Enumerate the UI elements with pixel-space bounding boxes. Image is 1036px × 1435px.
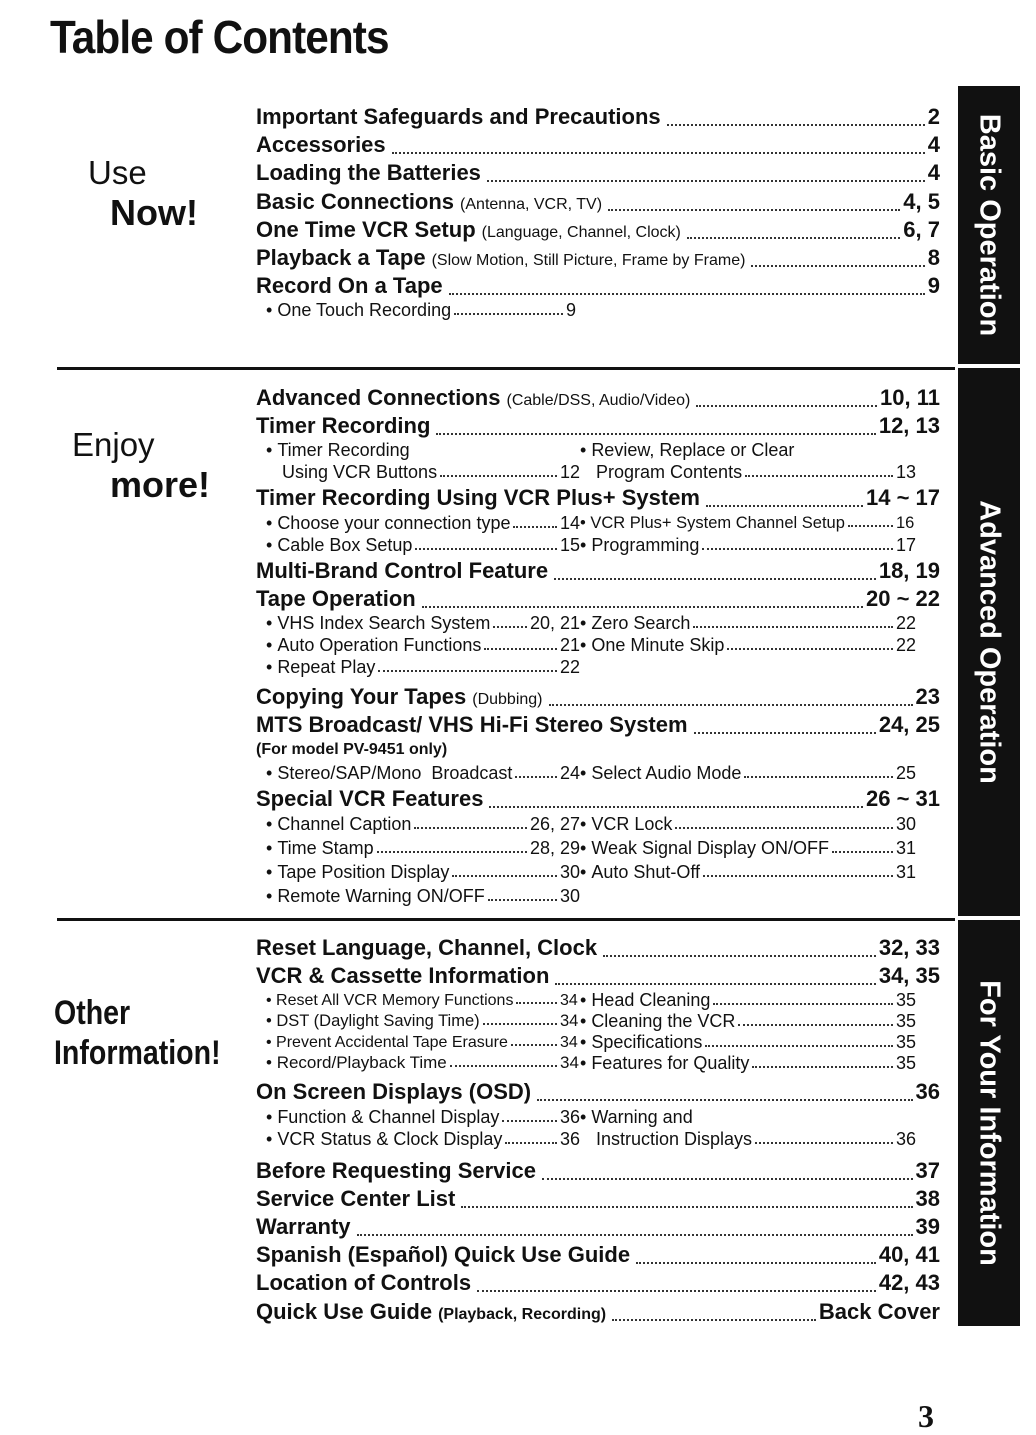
toc-entry[interactable] (256, 158, 940, 186)
toc-entry-page: 38 (915, 1185, 940, 1211)
sub-entries (256, 1106, 940, 1150)
toc-entry-title: Before Requesting Service (256, 1157, 536, 1183)
section-divider (57, 918, 955, 921)
sub-entry[interactable]: • Record/Playback Time 34 (266, 1053, 579, 1073)
toc-entry-title: Record On a Tape (256, 273, 443, 299)
dot-leader (415, 534, 557, 550)
tab-advanced-operation[interactable] (958, 368, 1020, 916)
dot-leader (489, 786, 863, 808)
section-label-line2: Now! (110, 192, 198, 233)
toc-entry[interactable] (256, 961, 940, 989)
tab-label: Basic Operation (973, 113, 1006, 337)
toc-entry[interactable] (256, 383, 940, 411)
toc-entry-page: 14 ~ 17 (865, 485, 940, 511)
toc-entry[interactable] (256, 1297, 940, 1325)
sub-entry-text: Zero Search (591, 612, 691, 633)
sub-entry-text: Tape Position Display (277, 861, 450, 882)
dot-leader (738, 1010, 893, 1026)
sub-entry-page: 24 (559, 763, 580, 784)
toc-entry[interactable] (256, 682, 940, 710)
sub-entry-text: VCR Plus+ System Channel Setup (590, 513, 845, 532)
sub-entry-page: 17 (895, 534, 916, 555)
sub-entry-page: 36 (559, 1128, 580, 1149)
toc-entry-title: On Screen Displays (OSD) (256, 1079, 532, 1105)
sub-entry[interactable]: • One Touch Recording 9 (266, 299, 586, 321)
dot-leader (603, 935, 876, 957)
toc-entry-page: 4 (927, 160, 940, 186)
sub-entry[interactable]: • Auto Shut-Off 31 (580, 861, 916, 882)
sub-entry-page: 35 (895, 1053, 916, 1074)
sub-entry-page: 15 (559, 534, 580, 555)
tab-for-your-information[interactable] (958, 920, 1020, 1326)
toc-entry-title: Timer Recording (256, 413, 431, 439)
sub-entry-text: Record/Playback Time (276, 1053, 447, 1073)
dot-leader (675, 813, 893, 829)
tab-label: Advanced Operation (973, 500, 1006, 784)
dot-leader (542, 1158, 913, 1180)
sub-entry-page: 25 (895, 763, 916, 784)
dot-leader (696, 385, 877, 407)
sub-entry-text: Stereo/SAP/Mono Broadcast (277, 763, 513, 784)
toc-entry-page: 26 ~ 31 (865, 786, 940, 812)
toc-entry-subtitle: (Antenna, VCR, TV) (460, 195, 603, 213)
section-label-line2: Information! (54, 1034, 221, 1072)
sub-entry[interactable]: • Stereo/SAP/Mono Broadcast 24 (266, 763, 580, 784)
toc-entry-title: Reset Language, Channel, Clock (256, 935, 598, 960)
dot-leader (705, 1031, 893, 1047)
toc-entry-page: 10, 11 (880, 385, 940, 410)
sub-entries (256, 762, 940, 784)
toc-entry-title: One Time VCR Setup (256, 216, 476, 242)
dot-leader (440, 461, 557, 477)
toc-entry[interactable] (256, 130, 940, 158)
tab-label: For Your Information (973, 980, 1006, 1266)
sub-entry-text: Auto Operation Functions (277, 634, 482, 655)
page-number: 3 (918, 1398, 934, 1434)
sub-entry-page: 36 (559, 1106, 580, 1127)
dot-leader (745, 461, 893, 477)
sub-entry-text: Specifications (591, 1032, 703, 1053)
sub-entry[interactable]: • One Minute Skip 22 (580, 634, 916, 655)
toc-entry-subtitle: (Dubbing) (472, 690, 543, 708)
dot-leader (436, 413, 875, 435)
sub-entry[interactable]: • Review, Replace or Clear Program Contents 13 (580, 440, 916, 483)
toc-entry[interactable] (256, 102, 940, 130)
toc-entry-page: 24, 25 (878, 712, 940, 738)
toc-entry-title: Playback a Tape (256, 244, 426, 270)
dot-leader (713, 989, 893, 1005)
sub-entry-page: 14 (559, 512, 580, 533)
sub-entry[interactable]: • Warning and Instruction Displays 36 (580, 1106, 916, 1149)
toc-entry-page: Back Cover (818, 1298, 940, 1324)
dot-leader (555, 963, 875, 985)
toc-entry-title: Copying Your Tapes (256, 683, 467, 709)
toc-entry-subtitle: (Slow Motion, Still Picture, Frame by Frame) (431, 251, 746, 269)
dot-leader (667, 104, 925, 126)
sub-entry[interactable]: • Choose your connection type 14 (266, 512, 580, 533)
toc-entry[interactable] (256, 1184, 940, 1212)
dot-leader (505, 1128, 557, 1144)
sub-entry-page: 36 (895, 1128, 916, 1149)
sub-entry-text: DST (Daylight Saving Time) (276, 1012, 480, 1031)
sub-entry-text: Repeat Play (277, 656, 376, 677)
toc-entry-page: 36 (915, 1079, 940, 1105)
section-label-use-now (88, 156, 198, 231)
toc-entry-title: Basic Connections (256, 188, 455, 214)
sub-entry-text: Select Audio Mode (591, 763, 742, 784)
toc-entry-title: VCR & Cassette Information (256, 963, 550, 989)
page-title: Table of Contents (50, 11, 389, 63)
sub-entry[interactable]: • Head Cleaning 35 (580, 990, 916, 1011)
dot-leader (452, 861, 557, 877)
dot-leader (487, 160, 925, 182)
dot-leader (693, 612, 893, 628)
dot-leader (377, 837, 527, 853)
dot-leader (414, 813, 527, 829)
sub-entry-page: 26, 27 (529, 813, 580, 834)
sub-entry-page: 22 (559, 656, 580, 677)
sub-entry-text-line2: Program Contents (596, 462, 743, 483)
dot-leader (461, 1186, 912, 1208)
dot-leader (483, 1009, 557, 1025)
toc-entry-page: 12, 13 (878, 413, 940, 439)
dot-leader (848, 511, 893, 527)
toc-entry-page: 8 (927, 244, 940, 270)
toc-entry[interactable] (256, 215, 940, 243)
toc-entry-title: Important Safeguards and Precautions (256, 104, 661, 129)
toc-entry-page: 39 (915, 1213, 940, 1239)
toc-entry-page: 37 (915, 1157, 940, 1183)
dot-leader (516, 988, 557, 1004)
dot-leader (755, 1128, 893, 1144)
sub-entry-text: Cable Box Setup (277, 534, 413, 555)
sub-entry[interactable]: • Prevent Accidental Tape Erasure 34 (266, 1031, 580, 1052)
section-other-information (256, 933, 940, 1325)
dot-leader (703, 861, 893, 877)
sub-entry-text: One Minute Skip (591, 634, 725, 655)
toc-entry-title: Warranty (256, 1213, 351, 1239)
sub-entries (256, 439, 940, 483)
toc-entry-page: 20 ~ 22 (865, 585, 940, 611)
dot-leader (454, 299, 563, 315)
sub-entry-text: Function & Channel Display (277, 1106, 500, 1127)
toc-entry-page: 32, 33 (878, 935, 940, 960)
sub-entry-text: Timer Recording (277, 440, 410, 461)
section-label-line1: Use (88, 154, 147, 191)
toc-entry[interactable] (256, 1212, 940, 1240)
sub-entry-text: Cleaning the VCR (591, 1011, 736, 1032)
sub-entries (256, 512, 940, 556)
sub-entry[interactable]: • Function & Channel Display 36 (266, 1106, 580, 1127)
toc-entry[interactable] (256, 483, 940, 511)
sub-entry[interactable]: • Cleaning the VCR 35 (580, 1011, 916, 1032)
sub-entry[interactable]: • VCR Status & Clock Display 36 (266, 1128, 580, 1149)
dot-leader (751, 245, 924, 267)
dot-leader (687, 217, 900, 239)
toc-entry-page: 18, 19 (878, 557, 940, 583)
dot-leader (450, 1051, 557, 1067)
dot-leader (706, 485, 863, 507)
sub-entry-page: 22 (895, 634, 916, 655)
toc-entry[interactable] (256, 1240, 940, 1268)
sub-entries (256, 813, 940, 909)
sub-entry[interactable]: • Auto Operation Functions 21 (266, 634, 580, 655)
sub-entry-page: 30 (559, 861, 580, 882)
toc-entry[interactable] (256, 784, 940, 812)
sub-entry-text-line2: Instruction Displays (596, 1128, 753, 1149)
sub-entry[interactable]: • Specifications 35 (580, 1032, 916, 1053)
sub-entry[interactable]: • Tape Position Display 30 (266, 861, 580, 882)
toc-entry-page: 4, 5 (903, 188, 940, 214)
dot-leader (694, 712, 876, 734)
toc-entry-title: Location of Controls (256, 1270, 472, 1296)
sub-entry-page: 28, 29 (529, 837, 580, 858)
dot-leader (608, 189, 900, 211)
sub-entry[interactable]: • Weak Signal Display ON/OFF 31 (580, 837, 916, 858)
toc-entry-page: 2 (927, 104, 940, 129)
sub-entry[interactable]: • Channel Caption 26, 27 (266, 813, 580, 834)
sub-entry-page: 35 (895, 990, 916, 1011)
sub-entry-page: 31 (895, 861, 916, 882)
sub-entry-page: 30 (559, 885, 580, 906)
sub-entry-page: 22 (895, 612, 916, 633)
sub-entries (256, 612, 940, 678)
toc-entry[interactable] (256, 556, 940, 584)
sub-entry-text: VCR Status & Clock Display (277, 1128, 503, 1149)
sub-entry[interactable]: • DST (Daylight Saving Time) 34 (266, 1010, 580, 1031)
sub-entry-page: 34 (560, 1012, 579, 1031)
dot-leader (636, 1242, 876, 1264)
toc-entry[interactable] (256, 271, 940, 299)
dot-leader (493, 612, 527, 628)
sub-entry-page: 16 (896, 513, 915, 532)
sub-entry[interactable]: • Timer Recording Using VCR Buttons 12 (266, 440, 580, 483)
toc-entry[interactable] (256, 584, 940, 612)
sub-entry[interactable]: • Features for Quality 35 (580, 1053, 916, 1074)
section-use-now (256, 102, 940, 321)
toc-entry-subtitle: (Playback, Recording) (438, 1305, 607, 1323)
toc-entry-page: 34, 35 (878, 963, 940, 989)
toc-entry-title: Timer Recording Using VCR Plus+ System (256, 485, 700, 511)
dot-leader (422, 586, 863, 608)
section-enjoy-more (256, 383, 940, 909)
sub-entry-text: Time Stamp (277, 837, 374, 858)
sub-entry-text: Choose your connection type (277, 512, 511, 533)
sub-entry-page: 31 (895, 837, 916, 858)
sub-entry-text: Programming (591, 534, 700, 555)
toc-entry-page: 9 (927, 273, 940, 299)
dot-leader (549, 684, 913, 706)
toc-entry-note: (For model PV-9451 only) (256, 741, 448, 759)
sub-entry-text: Channel Caption (277, 813, 412, 834)
sub-entry-text: Head Cleaning (591, 990, 711, 1011)
dot-leader (378, 656, 557, 672)
section-label-enjoy-more (72, 428, 210, 503)
dot-leader (537, 1079, 912, 1101)
toc-entry[interactable] (256, 243, 940, 271)
sub-entries (256, 299, 940, 321)
sub-entry-page: 34 (560, 992, 578, 1010)
toc-entry[interactable] (256, 1077, 940, 1105)
toc-entry[interactable] (256, 1268, 940, 1296)
toc-entry-page: 42, 43 (878, 1270, 940, 1296)
section-label-line1: Other (54, 994, 131, 1032)
toc-entry-title: MTS Broadcast/ VHS Hi-Fi Stereo System (256, 712, 688, 738)
section-label-other-information (54, 996, 252, 1070)
sub-entry[interactable]: • Cable Box Setup 15 (266, 534, 580, 555)
dot-leader (727, 634, 893, 650)
sub-entry-page: 9 (566, 300, 577, 321)
tab-basic-operation[interactable] (958, 86, 1020, 364)
sub-entry-text: Remote Warning ON/OFF (277, 885, 485, 906)
dot-leader (511, 1030, 557, 1046)
sub-entry[interactable]: • Remote Warning ON/OFF 30 (266, 885, 580, 906)
sub-entry[interactable]: • Zero Search 22 (580, 612, 916, 633)
sub-entry-text: Warning and (591, 1106, 693, 1127)
dot-leader (477, 1270, 876, 1292)
dot-leader (515, 762, 557, 778)
dot-leader (612, 1299, 816, 1321)
sub-entry[interactable]: • Reset All VCR Memory Functions 34 (266, 989, 580, 1010)
sub-entry-text: VCR Lock (591, 813, 673, 834)
sub-entry-page: 21 (559, 634, 580, 655)
dot-leader (484, 634, 557, 650)
section-label-line2: more! (110, 464, 211, 505)
dot-leader (392, 132, 925, 154)
toc-entry-page: 23 (915, 683, 940, 709)
dot-leader (702, 534, 893, 550)
toc-entry[interactable] (256, 933, 940, 961)
toc-entry-page: 4 (927, 132, 940, 158)
sub-entry-text: Prevent Accidental Tape Erasure (276, 1034, 508, 1052)
dot-leader (513, 512, 557, 528)
sub-entry-page: 35 (895, 1032, 916, 1053)
sub-entry-page: 30 (895, 813, 916, 834)
sub-entry-text: VHS Index Search System (277, 612, 491, 633)
sub-entry[interactable]: • Repeat Play 22 (266, 656, 580, 677)
sub-entry[interactable]: • VCR Lock 30 (580, 813, 916, 834)
dot-leader (744, 762, 893, 778)
toc-entry-page: 6, 7 (903, 216, 940, 242)
toc-entry-title: Advanced Connections (256, 385, 501, 410)
toc-entry[interactable] (256, 411, 940, 439)
sub-entry-page: 13 (895, 462, 916, 483)
sub-entry-text: Features for Quality (591, 1053, 750, 1074)
sub-entry[interactable]: • Select Audio Mode 25 (580, 763, 916, 784)
sub-entry-page: 34 (560, 1053, 579, 1073)
sub-entry[interactable]: • Programming 17 (580, 534, 916, 555)
toc-entry-subtitle: (Cable/DSS, Audio/Video) (506, 392, 691, 409)
dot-leader (357, 1214, 913, 1236)
dot-leader (554, 558, 876, 580)
sub-entry-text: Review, Replace or Clear (591, 440, 795, 461)
sub-entry-text: Weak Signal Display ON/OFF (591, 837, 830, 858)
toc-entry-title: Quick Use Guide (256, 1298, 433, 1324)
toc-entry[interactable] (256, 1156, 940, 1184)
sub-entry-page: 35 (895, 1011, 916, 1032)
toc-entry-title: Multi-Brand Control Feature (256, 557, 549, 583)
sub-entry-page: 34 (560, 1034, 578, 1052)
sub-entry-page: 12 (559, 462, 580, 483)
toc-entry-title: Accessories (256, 132, 386, 158)
toc-entry-page: 40, 41 (878, 1242, 940, 1268)
sub-entry-text: Auto Shut-Off (591, 861, 701, 882)
dot-leader (488, 885, 557, 901)
toc-entry-title: Spanish (Español) Quick Use Guide (256, 1242, 631, 1268)
dot-leader (449, 273, 925, 295)
sub-entry[interactable]: • Time Stamp 28, 29 (266, 837, 580, 858)
toc-entry-title: Tape Operation (256, 585, 416, 611)
toc-entry[interactable] (256, 187, 940, 215)
dot-leader (752, 1052, 893, 1068)
dot-leader (832, 837, 893, 853)
sub-entry[interactable]: • VCR Plus+ System Channel Setup 16 (580, 512, 916, 534)
section-divider (57, 367, 955, 370)
toc-entry[interactable] (256, 710, 940, 738)
sub-entry-page: 20, 21 (529, 612, 580, 633)
toc-entry-title: Service Center List (256, 1185, 456, 1211)
sub-entry-text: Reset All VCR Memory Functions (276, 992, 514, 1010)
toc-entry-subtitle: (Language, Channel, Clock) (481, 223, 681, 241)
toc-entry-title: Loading the Batteries (256, 160, 481, 186)
sub-entries (256, 989, 940, 1073)
dot-leader (502, 1106, 557, 1122)
sub-entry-text: One Touch Recording (277, 300, 452, 321)
sub-entry[interactable]: • VHS Index Search System 20, 21 (266, 612, 580, 633)
section-label-line1: Enjoy (72, 426, 155, 463)
sub-entry-text-line2: Using VCR Buttons (282, 462, 438, 483)
toc-entry-title: Special VCR Features (256, 786, 484, 812)
